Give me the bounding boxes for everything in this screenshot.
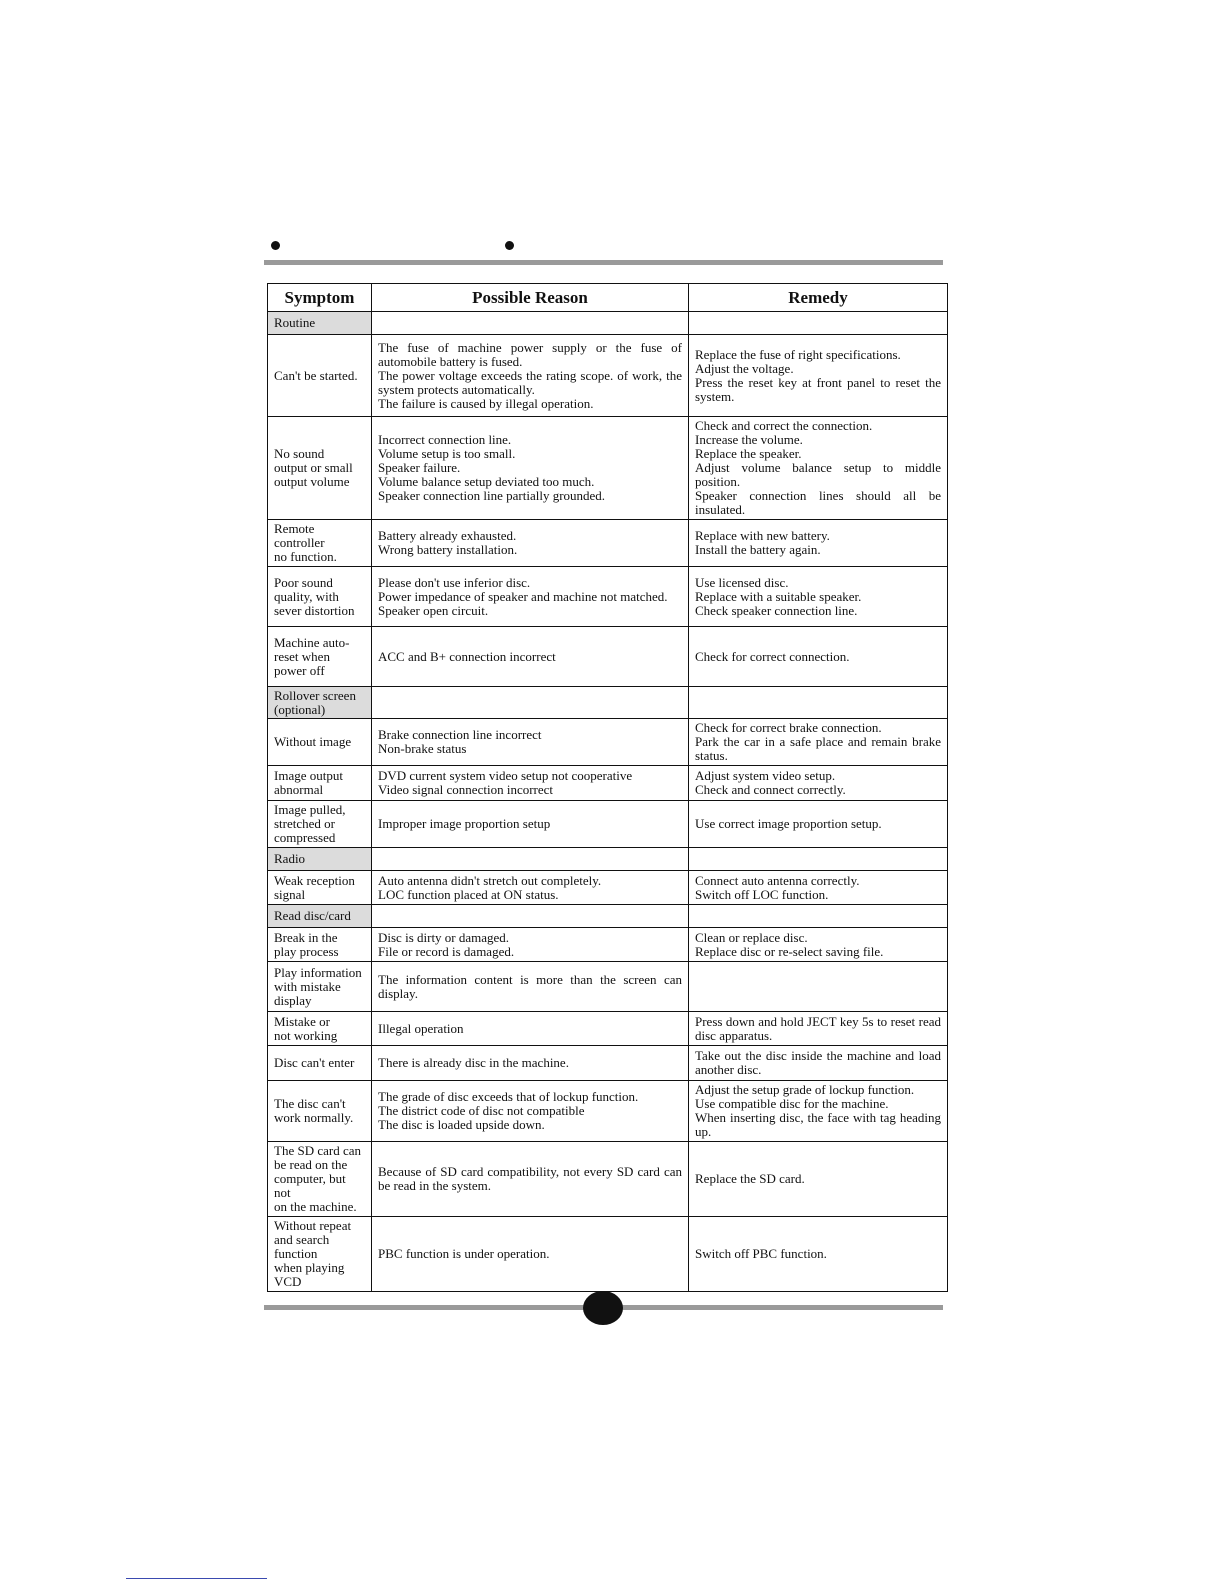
remedy-cell: Clean or replace disc. Replace disc or re-select saving file. — [689, 928, 948, 962]
reason-cell: There is already disc in the machine. — [372, 1046, 689, 1081]
symptom-cell: Mistake or not working — [268, 1012, 372, 1046]
table-row — [268, 962, 948, 1012]
reason-cell: Brake connection line incorrect Non-brake status — [372, 719, 689, 766]
section-row-radio — [268, 848, 948, 871]
remedy-cell — [689, 962, 948, 1012]
table-row — [268, 1217, 948, 1292]
reason-cell: Because of SD card compatibility, not every SD card can be read in the system. — [372, 1142, 689, 1217]
page-number-badge — [583, 1291, 623, 1325]
reason-cell: DVD current system video setup not cooperative Video signal connection incorrect — [372, 766, 689, 801]
table-row — [268, 1081, 948, 1142]
symptom-cell: Without image — [268, 719, 372, 766]
symptom-cell: Machine auto- reset when power off — [268, 627, 372, 687]
header-rule — [264, 260, 943, 265]
symptom-cell: Without repeat and search function when playing VCD — [268, 1217, 372, 1292]
reason-cell: PBC function is under operation. — [372, 1217, 689, 1292]
remedy-cell: Use correct image proportion setup. — [689, 801, 948, 848]
table-row — [268, 719, 948, 766]
remedy-cell: Check for correct connection. — [689, 627, 948, 687]
table-row — [268, 871, 948, 905]
reason-cell: ACC and B+ connection incorrect — [372, 627, 689, 687]
remedy-cell: Replace the SD card. — [689, 1142, 948, 1217]
symptom-cell: Weak reception signal — [268, 871, 372, 905]
remedy-cell: Adjust system video setup. Check and connect correctly. — [689, 766, 948, 801]
reason-cell: Illegal operation — [372, 1012, 689, 1046]
remedy-cell: Take out the disc inside the machine and load another disc. — [689, 1046, 948, 1081]
table-row — [268, 766, 948, 801]
footer-underline — [126, 1578, 267, 1579]
section-title: Read disc/card — [268, 905, 372, 928]
remedy-cell: Adjust the setup grade of lockup function. Use compatible disc for the machine. When inserting disc, the face with tag heading up. — [689, 1081, 948, 1142]
remedy-cell: Replace with new battery. Install the battery again. — [689, 520, 948, 567]
symptom-cell: Play information with mistake display — [268, 962, 372, 1012]
table-row — [268, 627, 948, 687]
reason-cell: The grade of disc exceeds that of lockup function. The district code of disc not compatible The disc is loaded upside down. — [372, 1081, 689, 1142]
remedy-cell: Press down and hold JECT key 5s to reset read disc apparatus. — [689, 1012, 948, 1046]
symptom-cell: Remote controller no function. — [268, 520, 372, 567]
symptom-cell: Can't be started. — [268, 335, 372, 417]
symptom-cell: The SD card can be read on the computer, but not on the machine. — [268, 1142, 372, 1217]
header-reason: Possible Reason — [372, 284, 689, 312]
section-title: Routine — [268, 312, 372, 335]
reason-cell: Battery already exhausted. Wrong battery installation. — [372, 520, 689, 567]
table-row — [268, 335, 948, 417]
remedy-cell: Use licensed disc. Replace with a suitable speaker. Check speaker connection line. — [689, 567, 948, 627]
reason-cell: Please don't use inferior disc. Power impedance of speaker and machine not matched. Speaker open circuit. — [372, 567, 689, 627]
remedy-cell: Connect auto antenna correctly. Switch off LOC function. — [689, 871, 948, 905]
table-row — [268, 1012, 948, 1046]
table-row — [268, 801, 948, 848]
symptom-cell: No sound output or small output volume — [268, 417, 372, 520]
table-row — [268, 567, 948, 627]
table-row — [268, 1142, 948, 1217]
symptom-cell: Disc can't enter — [268, 1046, 372, 1081]
reason-cell: The fuse of machine power supply or the fuse of automobile battery is fused. The power voltage exceeds the rating scope. of work, the system protects automatically. The failure is caused by illegal operation. — [372, 335, 689, 417]
reason-cell: Disc is dirty or damaged. File or record is damaged. — [372, 928, 689, 962]
symptom-cell: Poor sound quality, with sever distortion — [268, 567, 372, 627]
reason-cell: Incorrect connection line. Volume setup is too small. Speaker failure. Volume balance setup deviated too much. Speaker connection line partially grounded. — [372, 417, 689, 520]
troubleshooting-table — [267, 283, 948, 1292]
header-bullet-right — [505, 241, 514, 250]
symptom-cell: Break in the play process — [268, 928, 372, 962]
table-row — [268, 520, 948, 567]
header-remedy: Remedy — [689, 284, 948, 312]
symptom-cell: The disc can't work normally. — [268, 1081, 372, 1142]
table-header-row — [268, 284, 948, 312]
remedy-cell: Replace the fuse of right specifications. Adjust the voltage. Press the reset key at front panel to reset the system. — [689, 335, 948, 417]
section-title: Radio — [268, 848, 372, 871]
symptom-cell: Image output abnormal — [268, 766, 372, 801]
header-symptom: Symptom — [268, 284, 372, 312]
section-title: Rollover screen (optional) — [268, 687, 372, 719]
reason-cell: Auto antenna didn't stretch out completely. LOC function placed at ON status. — [372, 871, 689, 905]
table-row — [268, 928, 948, 962]
remedy-cell: Switch off PBC function. — [689, 1217, 948, 1292]
reason-cell: Improper image proportion setup — [372, 801, 689, 848]
section-row-routine — [268, 312, 948, 335]
symptom-cell: Image pulled, stretched or compressed — [268, 801, 372, 848]
remedy-cell: Check for correct brake connection. Park the car in a safe place and remain brake status. — [689, 719, 948, 766]
table-row — [268, 1046, 948, 1081]
remedy-cell: Check and correct the connection. Increase the volume. Replace the speaker. Adjust volume balance setup to middle position. Speaker connection lines should all be insulated. — [689, 417, 948, 520]
table-row — [268, 417, 948, 520]
section-row-rollover — [268, 687, 948, 719]
reason-cell: The information content is more than the screen can display. — [372, 962, 689, 1012]
header-bullet-left — [271, 241, 280, 250]
section-row-read-disc — [268, 905, 948, 928]
